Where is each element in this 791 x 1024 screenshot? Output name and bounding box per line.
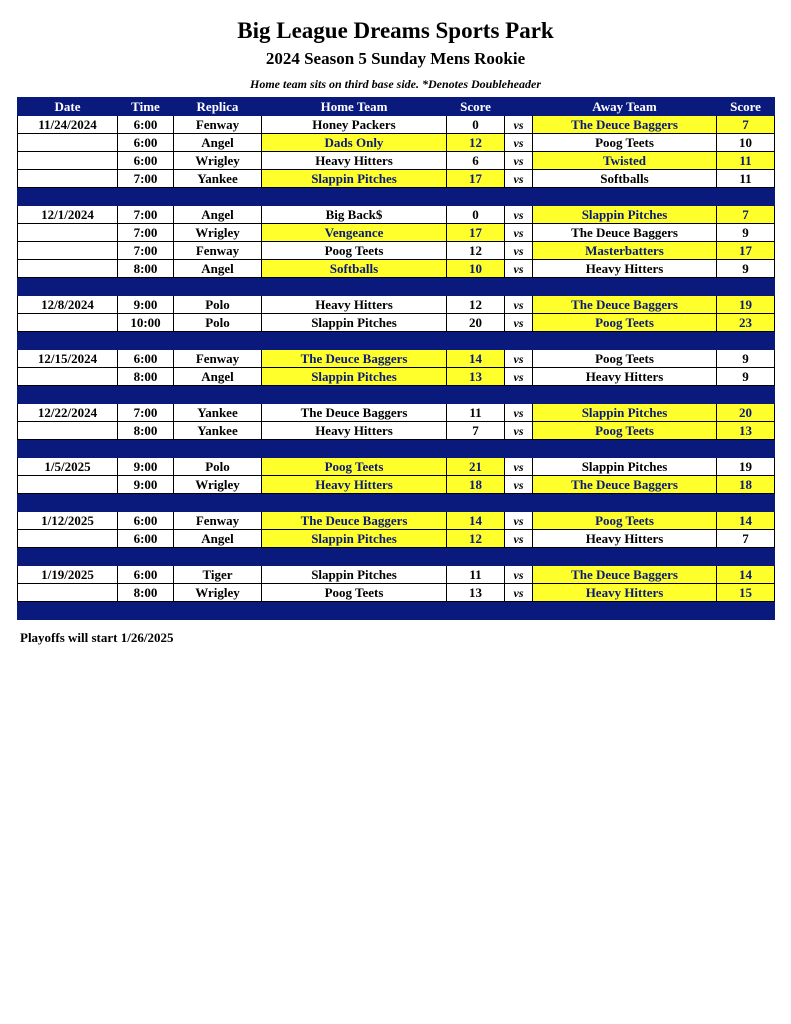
home-team: The Deuce Baggers <box>262 404 447 422</box>
separator-cell <box>18 494 118 512</box>
game-date <box>18 476 118 494</box>
separator-cell <box>533 386 717 404</box>
home-team: Poog Teets <box>262 458 447 476</box>
separator-cell <box>262 386 447 404</box>
away-score: 10 <box>717 134 775 152</box>
playoffs-note: Playoffs will start 1/26/2025 <box>20 630 174 645</box>
separator-cell <box>447 332 505 350</box>
home-score: 14 <box>447 350 505 368</box>
separator-cell <box>717 386 775 404</box>
season-subtitle: 2024 Season 5 Sunday Mens Rookie <box>265 49 526 68</box>
game-row <box>18 512 775 530</box>
separator-cell <box>118 188 174 206</box>
game-row <box>18 530 775 548</box>
vs-label: vs <box>505 206 533 224</box>
home-team: Big Back$ <box>262 206 447 224</box>
away-score: 7 <box>717 116 775 134</box>
away-team: Poog Teets <box>533 422 717 440</box>
separator-cell <box>505 188 533 206</box>
game-row <box>18 296 775 314</box>
game-date: 12/22/2024 <box>18 404 118 422</box>
game-time: 7:00 <box>118 242 174 260</box>
separator-cell <box>18 440 118 458</box>
away-team: Heavy Hitters <box>533 584 717 602</box>
separator-cell <box>533 494 717 512</box>
home-team: Poog Teets <box>262 242 447 260</box>
separator-cell <box>118 386 174 404</box>
game-row <box>18 260 775 278</box>
game-time: 9:00 <box>118 476 174 494</box>
home-team: The Deuce Baggers <box>262 350 447 368</box>
separator-cell <box>505 440 533 458</box>
vs-label: vs <box>505 134 533 152</box>
field-replica: Yankee <box>174 422 262 440</box>
field-replica: Angel <box>174 530 262 548</box>
game-row <box>18 152 775 170</box>
away-score: 13 <box>717 422 775 440</box>
separator-cell <box>717 602 775 620</box>
separator-cell <box>174 440 262 458</box>
away-team: The Deuce Baggers <box>533 296 717 314</box>
week-separator <box>18 494 775 512</box>
separator-cell <box>717 440 775 458</box>
vs-label: vs <box>505 584 533 602</box>
column-header-home-team: Home Team <box>262 98 447 116</box>
game-date <box>18 368 118 386</box>
week-separator <box>18 548 775 566</box>
separator-cell <box>533 602 717 620</box>
game-date: 1/5/2025 <box>18 458 118 476</box>
column-header-date: Date <box>18 98 118 116</box>
game-row <box>18 584 775 602</box>
away-score: 9 <box>717 224 775 242</box>
away-score: 23 <box>717 314 775 332</box>
game-date: 1/12/2025 <box>18 512 118 530</box>
field-replica: Polo <box>174 458 262 476</box>
game-time: 6:00 <box>118 152 174 170</box>
home-team: Dads Only <box>262 134 447 152</box>
field-replica: Fenway <box>174 350 262 368</box>
separator-cell <box>447 278 505 296</box>
separator-cell <box>18 386 118 404</box>
vs-label: vs <box>505 260 533 278</box>
game-date: 1/19/2025 <box>18 566 118 584</box>
home-team: Heavy Hitters <box>262 422 447 440</box>
away-team: Twisted <box>533 152 717 170</box>
week-separator <box>18 440 775 458</box>
separator-cell <box>533 548 717 566</box>
separator-cell <box>717 278 775 296</box>
away-team: Poog Teets <box>533 350 717 368</box>
game-time: 6:00 <box>118 512 174 530</box>
away-score: 7 <box>717 206 775 224</box>
home-score: 11 <box>447 404 505 422</box>
field-replica: Angel <box>174 260 262 278</box>
week-separator <box>18 332 775 350</box>
away-team: The Deuce Baggers <box>533 476 717 494</box>
field-replica: Wrigley <box>174 152 262 170</box>
away-score: 19 <box>717 296 775 314</box>
home-score: 0 <box>447 206 505 224</box>
home-team: Slappin Pitches <box>262 170 447 188</box>
separator-cell <box>447 440 505 458</box>
separator-cell <box>447 548 505 566</box>
schedule-body <box>18 116 775 620</box>
separator-cell <box>18 548 118 566</box>
game-row <box>18 422 775 440</box>
home-score: 17 <box>447 224 505 242</box>
separator-cell <box>174 548 262 566</box>
separator-cell <box>262 548 447 566</box>
away-team: Poog Teets <box>533 134 717 152</box>
separator-cell <box>174 602 262 620</box>
home-team: Heavy Hitters <box>262 476 447 494</box>
vs-label: vs <box>505 152 533 170</box>
game-date: 12/1/2024 <box>18 206 118 224</box>
away-team: Softballs <box>533 170 717 188</box>
away-score: 9 <box>717 368 775 386</box>
field-replica: Polo <box>174 296 262 314</box>
game-date <box>18 314 118 332</box>
away-team: Heavy Hitters <box>533 368 717 386</box>
away-score: 14 <box>717 512 775 530</box>
column-header-replica: Replica <box>174 98 262 116</box>
game-row <box>18 566 775 584</box>
home-score: 18 <box>447 476 505 494</box>
separator-cell <box>447 386 505 404</box>
game-row <box>18 350 775 368</box>
game-date <box>18 170 118 188</box>
field-replica: Yankee <box>174 404 262 422</box>
home-team: Heavy Hitters <box>262 296 447 314</box>
away-score: 7 <box>717 530 775 548</box>
home-score: 11 <box>447 566 505 584</box>
field-replica: Wrigley <box>174 584 262 602</box>
away-team: Heavy Hitters <box>533 530 717 548</box>
away-team: Slappin Pitches <box>533 206 717 224</box>
game-date: 12/15/2024 <box>18 350 118 368</box>
home-team: Honey Packers <box>262 116 447 134</box>
game-time: 8:00 <box>118 422 174 440</box>
away-team: Poog Teets <box>533 512 717 530</box>
away-team: Slappin Pitches <box>533 404 717 422</box>
field-replica: Fenway <box>174 512 262 530</box>
game-date: 11/24/2024 <box>18 116 118 134</box>
game-date <box>18 242 118 260</box>
vs-label: vs <box>505 296 533 314</box>
separator-cell <box>505 548 533 566</box>
away-score: 19 <box>717 458 775 476</box>
separator-cell <box>118 332 174 350</box>
home-score: 17 <box>447 170 505 188</box>
game-row <box>18 476 775 494</box>
separator-cell <box>717 548 775 566</box>
home-score: 0 <box>447 116 505 134</box>
game-time: 7:00 <box>118 224 174 242</box>
vs-label: vs <box>505 350 533 368</box>
game-time: 9:00 <box>118 296 174 314</box>
away-score: 14 <box>717 566 775 584</box>
away-team: Masterbatters <box>533 242 717 260</box>
home-score: 13 <box>447 584 505 602</box>
game-time: 7:00 <box>118 404 174 422</box>
separator-cell <box>174 278 262 296</box>
home-score: 20 <box>447 314 505 332</box>
game-row <box>18 224 775 242</box>
home-score: 7 <box>447 422 505 440</box>
home-team: Softballs <box>262 260 447 278</box>
separator-cell <box>262 332 447 350</box>
home-team: The Deuce Baggers <box>262 512 447 530</box>
separator-cell <box>18 332 118 350</box>
game-date <box>18 530 118 548</box>
page-title: Big League Dreams Sports Park <box>237 18 554 43</box>
game-time: 6:00 <box>118 134 174 152</box>
separator-cell <box>533 188 717 206</box>
column-header-vs <box>505 98 533 116</box>
game-time: 8:00 <box>118 584 174 602</box>
week-separator <box>18 386 775 404</box>
vs-label: vs <box>505 458 533 476</box>
vs-label: vs <box>505 404 533 422</box>
separator-cell <box>505 386 533 404</box>
game-time: 7:00 <box>118 170 174 188</box>
home-team: Vengeance <box>262 224 447 242</box>
separator-cell <box>717 188 775 206</box>
vs-label: vs <box>505 314 533 332</box>
game-row <box>18 170 775 188</box>
game-date <box>18 584 118 602</box>
separator-cell <box>505 602 533 620</box>
separator-cell <box>447 494 505 512</box>
game-row <box>18 242 775 260</box>
game-time: 10:00 <box>118 314 174 332</box>
game-time: 6:00 <box>118 566 174 584</box>
home-team: Poog Teets <box>262 584 447 602</box>
game-time: 6:00 <box>118 530 174 548</box>
field-replica: Yankee <box>174 170 262 188</box>
separator-cell <box>262 188 447 206</box>
away-team: The Deuce Baggers <box>533 116 717 134</box>
home-team-note: Home team sits on third base side. *Denotes Doubleheader <box>250 77 541 91</box>
separator-cell <box>118 278 174 296</box>
vs-label: vs <box>505 566 533 584</box>
vs-label: vs <box>505 422 533 440</box>
field-replica: Angel <box>174 206 262 224</box>
game-date <box>18 224 118 242</box>
separator-cell <box>174 188 262 206</box>
game-date <box>18 422 118 440</box>
away-score: 15 <box>717 584 775 602</box>
field-replica: Tiger <box>174 566 262 584</box>
separator-cell <box>505 332 533 350</box>
away-team: The Deuce Baggers <box>533 224 717 242</box>
separator-cell <box>18 188 118 206</box>
home-team: Slappin Pitches <box>262 368 447 386</box>
separator-cell <box>174 386 262 404</box>
home-team: Slappin Pitches <box>262 566 447 584</box>
schedule-table <box>17 97 775 620</box>
game-time: 8:00 <box>118 260 174 278</box>
game-date <box>18 152 118 170</box>
game-date: 12/8/2024 <box>18 296 118 314</box>
away-score: 20 <box>717 404 775 422</box>
separator-cell <box>118 602 174 620</box>
separator-cell <box>262 602 447 620</box>
field-replica: Angel <box>174 134 262 152</box>
vs-label: vs <box>505 530 533 548</box>
separator-cell <box>174 332 262 350</box>
home-score: 12 <box>447 296 505 314</box>
game-time: 6:00 <box>118 116 174 134</box>
away-team: Heavy Hitters <box>533 260 717 278</box>
home-score: 14 <box>447 512 505 530</box>
week-separator <box>18 188 775 206</box>
vs-label: vs <box>505 170 533 188</box>
separator-cell <box>533 332 717 350</box>
game-row <box>18 314 775 332</box>
field-replica: Fenway <box>174 242 262 260</box>
game-time: 9:00 <box>118 458 174 476</box>
separator-cell <box>717 494 775 512</box>
game-date <box>18 134 118 152</box>
week-separator <box>18 602 775 620</box>
home-score: 21 <box>447 458 505 476</box>
away-team: Poog Teets <box>533 314 717 332</box>
vs-label: vs <box>505 116 533 134</box>
game-row <box>18 368 775 386</box>
home-score: 10 <box>447 260 505 278</box>
game-time: 8:00 <box>118 368 174 386</box>
home-score: 13 <box>447 368 505 386</box>
separator-cell <box>505 278 533 296</box>
game-row <box>18 206 775 224</box>
away-team: Slappin Pitches <box>533 458 717 476</box>
home-team: Slappin Pitches <box>262 530 447 548</box>
separator-cell <box>118 440 174 458</box>
separator-cell <box>533 440 717 458</box>
header-row <box>18 98 775 116</box>
home-team: Slappin Pitches <box>262 314 447 332</box>
game-time: 6:00 <box>118 350 174 368</box>
separator-cell <box>717 332 775 350</box>
home-score: 6 <box>447 152 505 170</box>
field-replica: Wrigley <box>174 476 262 494</box>
game-row <box>18 134 775 152</box>
column-header-away-score: Score <box>717 98 775 116</box>
column-header-time: Time <box>118 98 174 116</box>
separator-cell <box>18 278 118 296</box>
field-replica: Polo <box>174 314 262 332</box>
vs-label: vs <box>505 224 533 242</box>
separator-cell <box>262 494 447 512</box>
column-header-away-team: Away Team <box>533 98 717 116</box>
away-score: 11 <box>717 170 775 188</box>
away-team: The Deuce Baggers <box>533 566 717 584</box>
separator-cell <box>262 278 447 296</box>
column-header-home-score: Score <box>447 98 505 116</box>
game-row <box>18 458 775 476</box>
vs-label: vs <box>505 512 533 530</box>
vs-label: vs <box>505 242 533 260</box>
away-score: 9 <box>717 350 775 368</box>
home-score: 12 <box>447 530 505 548</box>
separator-cell <box>447 188 505 206</box>
separator-cell <box>533 278 717 296</box>
field-replica: Wrigley <box>174 224 262 242</box>
game-date <box>18 260 118 278</box>
home-score: 12 <box>447 134 505 152</box>
separator-cell <box>118 494 174 512</box>
week-separator <box>18 278 775 296</box>
away-score: 18 <box>717 476 775 494</box>
home-team: Heavy Hitters <box>262 152 447 170</box>
game-row <box>18 404 775 422</box>
field-replica: Angel <box>174 368 262 386</box>
game-time: 7:00 <box>118 206 174 224</box>
away-score: 17 <box>717 242 775 260</box>
home-score: 12 <box>447 242 505 260</box>
away-score: 11 <box>717 152 775 170</box>
game-row <box>18 116 775 134</box>
separator-cell <box>262 440 447 458</box>
separator-cell <box>505 494 533 512</box>
separator-cell <box>18 602 118 620</box>
away-score: 9 <box>717 260 775 278</box>
separator-cell <box>174 494 262 512</box>
vs-label: vs <box>505 368 533 386</box>
separator-cell <box>447 602 505 620</box>
vs-label: vs <box>505 476 533 494</box>
field-replica: Fenway <box>174 116 262 134</box>
separator-cell <box>118 548 174 566</box>
